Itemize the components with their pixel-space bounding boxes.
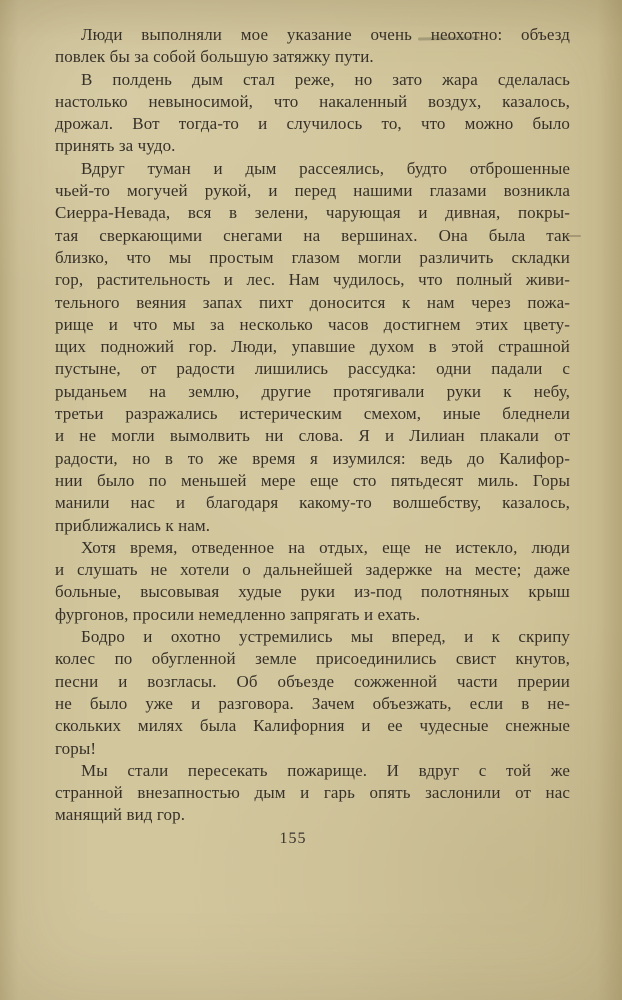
text-line: и слушать не хотели о дальнейшей задержке на месте; даже [55, 560, 570, 580]
text-line: не было уже и разговора. Зачем объезжать, если в не- [55, 693, 570, 713]
text-line: Люди выполняли мое указание очень неохотно: объезд [81, 25, 570, 44]
text-line: близко, что мы простым глазом могли различить складки [55, 247, 570, 267]
text-line: Сиерра-Невада, вся в зелени, чарующая и дивная, покры- [55, 203, 570, 223]
text-line: дрожал. Вот тогда-то и случилось то, что можно было [55, 114, 570, 134]
text-line: Мы стали пересекать пожарище. И вдруг с той же [81, 760, 570, 780]
text-line: рыданьем на землю, другие протягивали руки к небу, [55, 381, 570, 401]
text-line: рище и что мы за несколько часов достигнем этих цвету- [55, 314, 570, 334]
text-line: горы! [55, 738, 97, 758]
text-line: настолько невыносимой, что накаленный воздух, казалось, [55, 91, 570, 111]
text-line: гор, растительность и лес. Нам чудилось, что полный живи- [55, 270, 570, 290]
paragraph [55, 24, 570, 69]
text-line: В полдень дым стал реже, но зато жара сделалась [81, 69, 570, 89]
text-line: колес по обугленной земле присоединились свист кнутов, [55, 649, 570, 669]
text-line: пустыне, от радости лишились рассудка: одни падали с [55, 359, 570, 379]
text-line: нии было по меньшей мере еще сто пятьдесят миль. Горы [55, 470, 570, 490]
text-line: странной внезапностью дым и гарь опять заслонили от нас [55, 783, 570, 803]
text-line: третьи разражались истерическим смехом, иные бледнели [55, 404, 570, 424]
page-text-block [55, 24, 570, 827]
paragraph [55, 760, 570, 827]
text-line: фургонов, просили немедленно запрягать и ехать. [55, 604, 421, 624]
text-line: Вдруг туман и дым рассеялись, будто отброшенные [81, 158, 570, 178]
text-line: и не могли вымолвить ни слова. Я и Лилиан плакали от [55, 426, 570, 446]
text-line: радости, но в то же время я изумился: ведь до Калифор- [55, 448, 570, 468]
page-number: 155 [279, 830, 307, 847]
paragraph [55, 69, 570, 158]
text-line: тая сверкающими снегами на вершинах. Она была так [55, 225, 570, 245]
text-line: чьей-то могучей рукой, и перед нашими глазами возникла [55, 181, 570, 201]
text-line: щих подножий гор. Люди, упавшие духом в этой страшной [55, 337, 570, 357]
text-line: скольких милях была Калифорния и ее чудесные снежные [55, 716, 570, 736]
paragraph [55, 626, 570, 760]
text-line: приближались к нам. [55, 515, 211, 535]
text-line: тельного веяния запах пихт доносится к нам через пожа- [55, 292, 570, 312]
text-line: Бодро и охотно устремились мы вперед, и к скрипу [81, 627, 570, 647]
text-line: больные, высовывая худые руки из-под полотняных крыш [55, 582, 570, 602]
text-line: Хотя время, отведенное на отдых, еще не истекло, люди [81, 537, 570, 557]
text-line: манили нас и благодаря какому-то волшебству, казалось, [55, 493, 570, 513]
paragraph [55, 158, 570, 537]
paragraph [55, 537, 570, 626]
text-line: повлек бы за собой большую затяжку пути. [55, 47, 374, 67]
text-line: песни и возгласы. Об объезде сожженной части прерии [55, 671, 570, 691]
text-line: манящий вид гор. [55, 805, 186, 825]
text-line: принять за чудо. [55, 136, 176, 156]
